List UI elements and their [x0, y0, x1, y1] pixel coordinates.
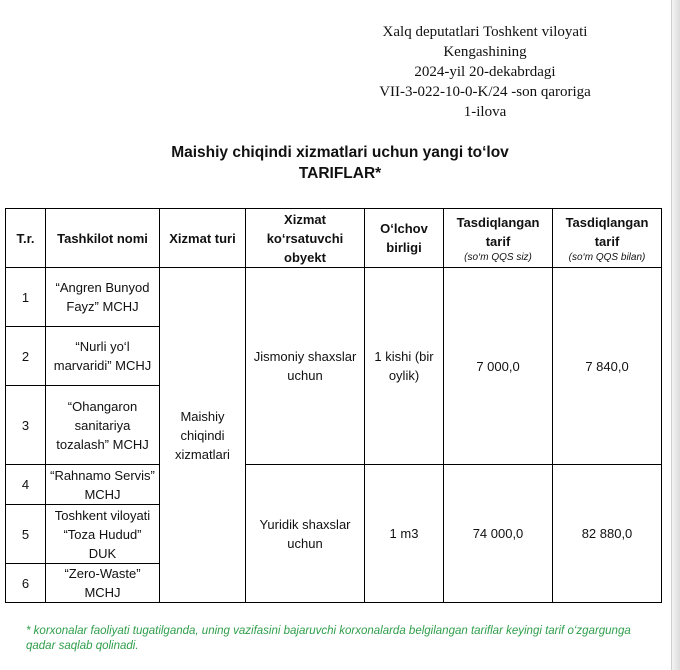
title-line: Maishiy chiqindi xizmatlari uchun yangi to‘lov [171, 144, 509, 161]
service-object-cell: Jismoniy shaxslar uchun [246, 268, 365, 465]
header-org: Tashkilot nomi [46, 209, 160, 268]
tariff-excl-cell: 7 000,0 [444, 268, 553, 465]
header-tariff-incl [553, 209, 662, 268]
footnote: * korxonalar faoliyati tugatilganda, uning vazifasini bajaruvchi korxonalarda belgilangan tariflar keyingi tarif o‘zgargunga qadar saqlab qolinadi. [26, 625, 631, 652]
header-line: 1-ilova [463, 104, 507, 120]
org-name: “Ohangaron sanitariya tozalash” MCHJ [46, 386, 160, 465]
header-tariff-incl-label: Tasdiqlangan tarif [565, 214, 649, 249]
document-header [330, 22, 640, 122]
header-tariff-incl-note: (so‘m QQS bilan) [568, 251, 646, 263]
header-line: VII-3-022-10-0-K/24 -son qaroriga [379, 84, 591, 100]
tariff-incl-cell: 82 880,0 [553, 465, 662, 603]
header-tr: T.r. [6, 209, 46, 268]
service-type-cell: Maishiy chiqindi xizmatlari [160, 268, 246, 603]
header-tariff-excl-note: (so‘m QQS siz) [464, 251, 532, 263]
row-number: 2 [6, 327, 46, 386]
org-name: Toshkent viloyati “Toza Hudud” DUK [46, 505, 160, 564]
org-name: “Rahnamo Servis” MCHJ [46, 465, 160, 505]
table-header-row [6, 209, 662, 268]
org-name: “Nurli yo‘l marvaridi” MCHJ [46, 327, 160, 386]
row-number: 6 [6, 564, 46, 603]
header-tariff-excl [444, 209, 553, 268]
unit-cell: 1 m3 [365, 465, 444, 603]
header-line: Kengashining [443, 44, 527, 60]
service-object-cell: Yuridik shaxslar uchun [246, 465, 365, 603]
tariff-excl-cell: 74 000,0 [444, 465, 553, 603]
table-row [6, 268, 662, 327]
header-unit: O‘lchov birligi [365, 209, 444, 268]
row-number: 3 [6, 386, 46, 465]
page-edge [671, 0, 680, 670]
header-line: Xalq deputatlari Toshkent viloyati [382, 24, 588, 40]
org-name: “Angren Bunyod Fayz” MCHJ [46, 268, 160, 327]
org-name: “Zero-Waste” MCHJ [46, 564, 160, 603]
unit-cell: 1 kishi (bir oylik) [365, 268, 444, 465]
row-number: 1 [6, 268, 46, 327]
header-tariff-excl-label: Tasdiqlangan tarif [456, 214, 540, 249]
tariff-incl-cell: 7 840,0 [553, 268, 662, 465]
row-number: 5 [6, 505, 46, 564]
title-line: TARIFLAR* [298, 165, 382, 182]
header-line: 2024-yil 20-dekabrdagi [414, 64, 556, 80]
header-service-type: Xizmat turi [160, 209, 246, 268]
row-number: 4 [6, 465, 46, 505]
tariff-table [5, 208, 662, 603]
table-row [6, 465, 662, 505]
document-title [0, 142, 680, 184]
header-service-object: Xizmat ko‘rsatuvchi obyekt [246, 209, 365, 268]
